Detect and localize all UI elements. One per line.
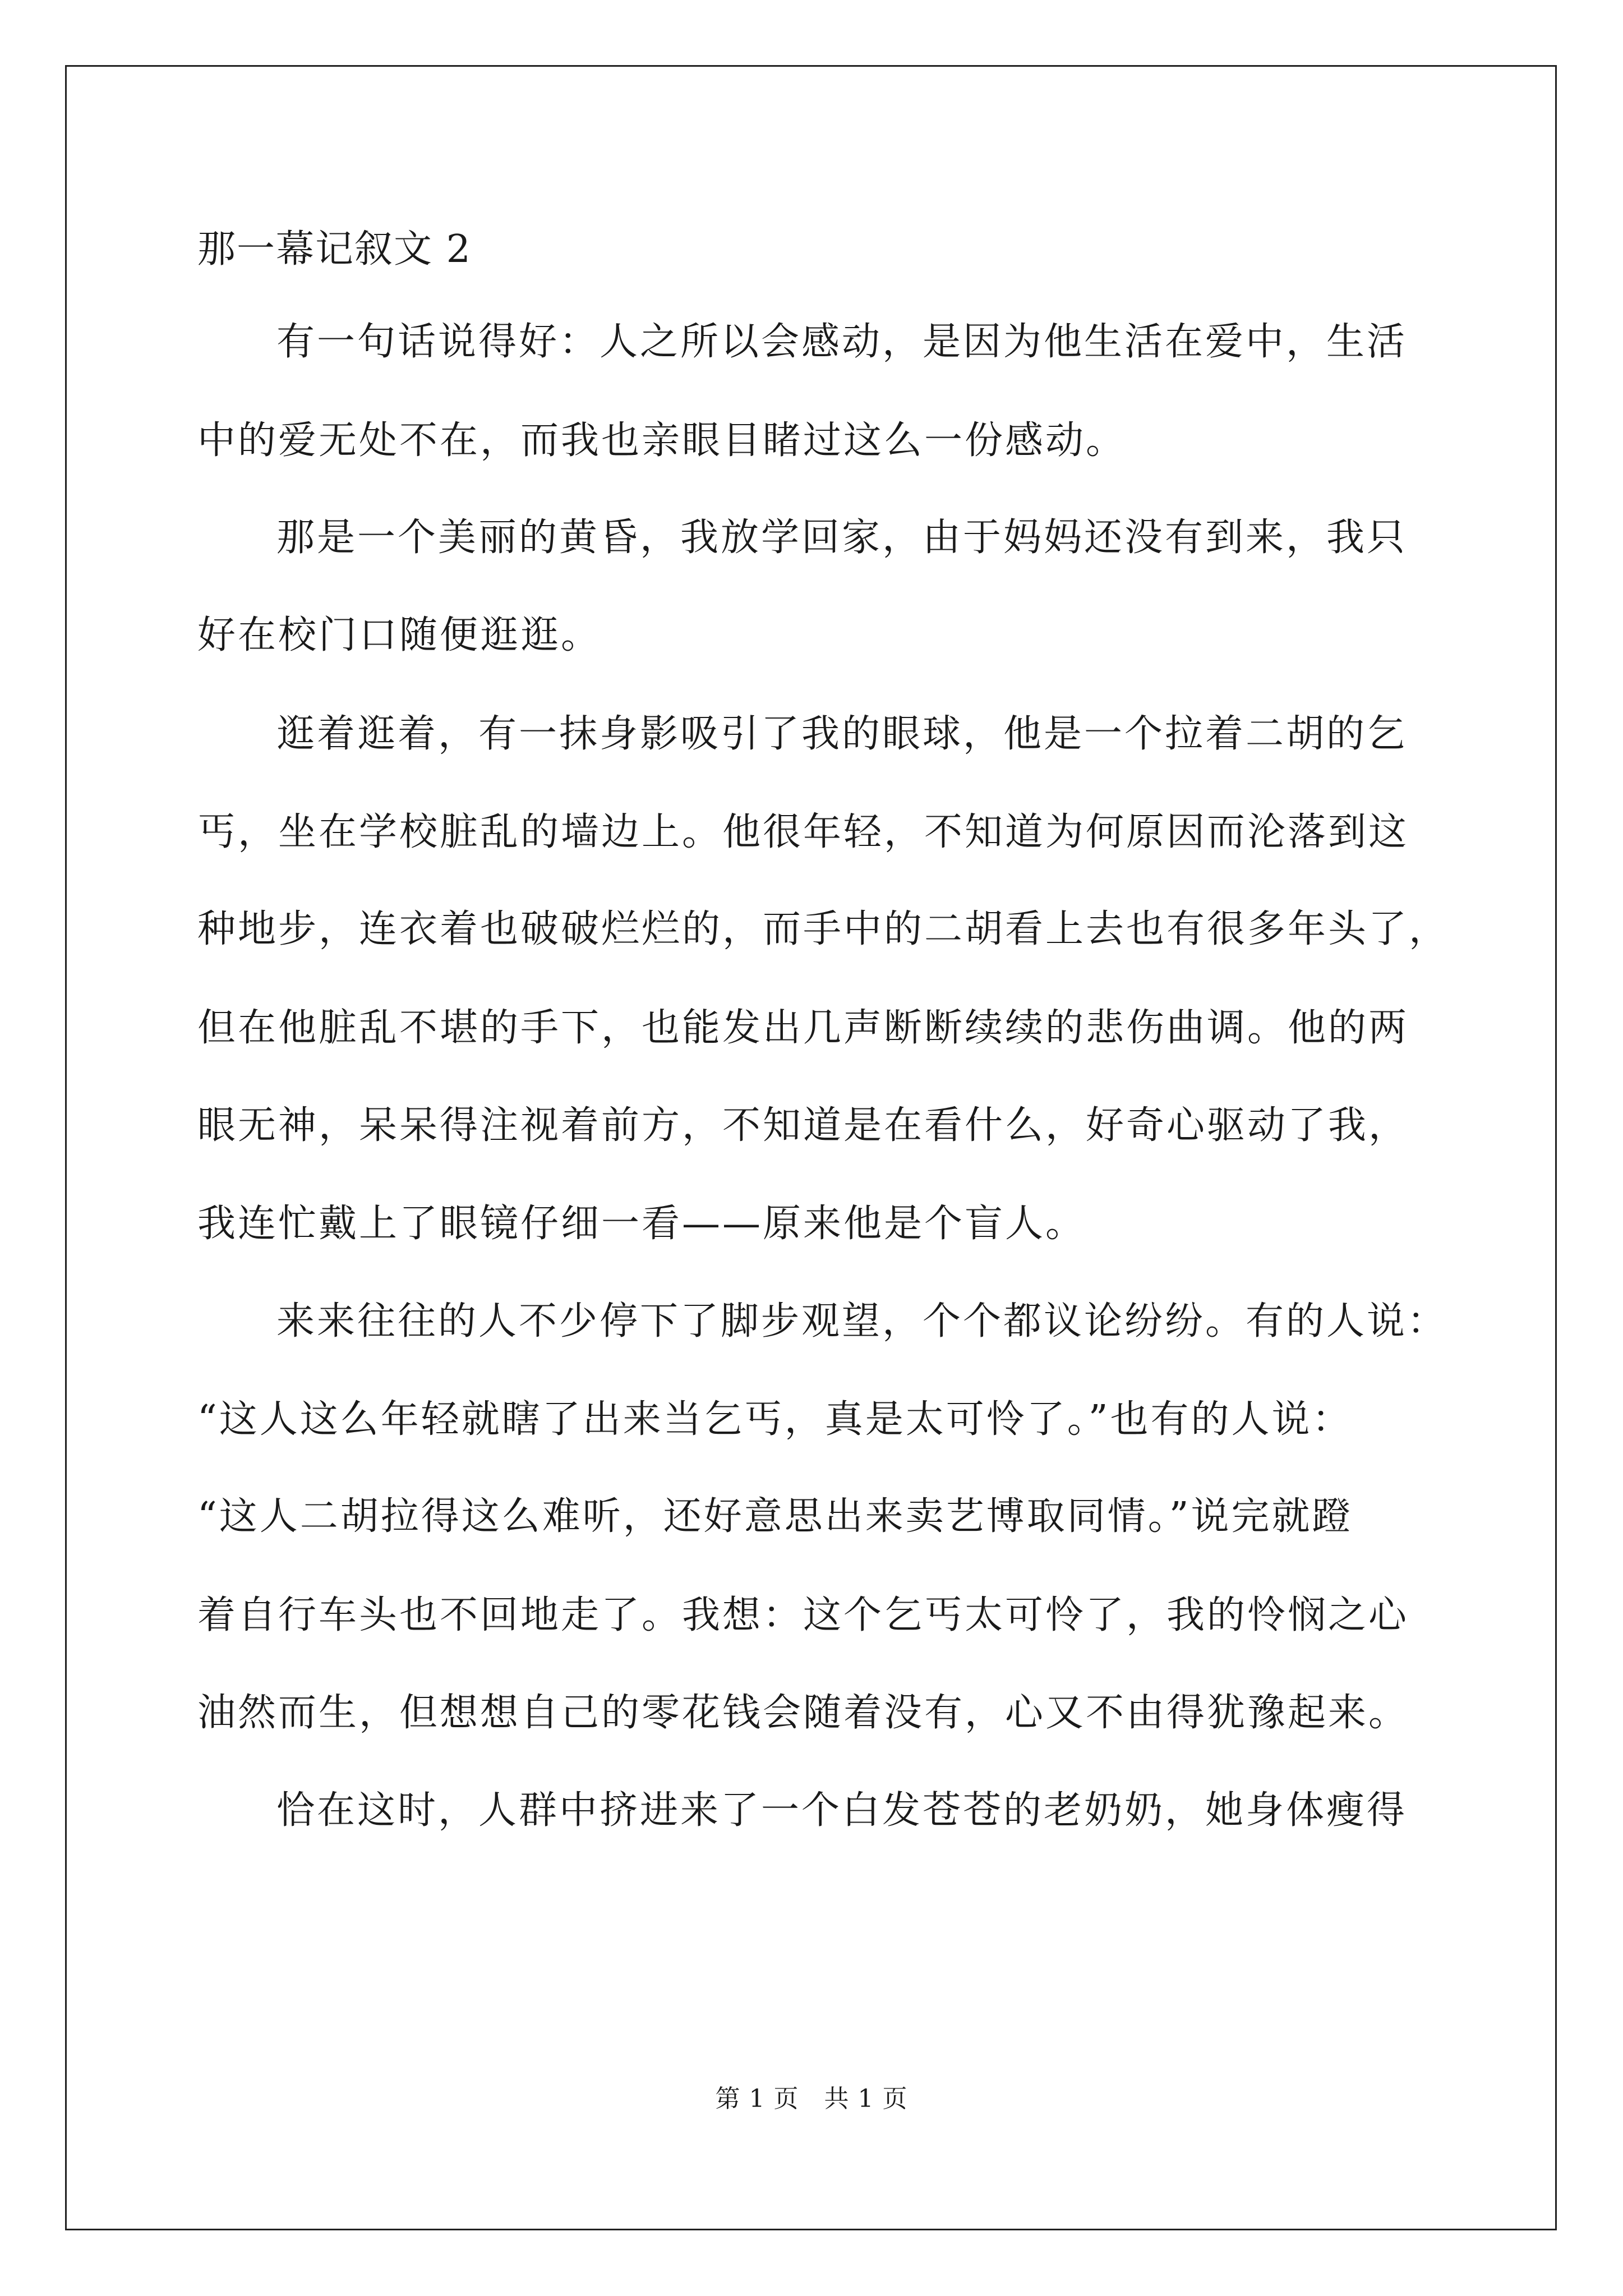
paragraph-line: 那是一个美丽的黄昏，我放学回家，由于妈妈还没有到来，我只 <box>276 516 1408 560</box>
paragraph-line: 但在他脏乱不堪的手下，也能发出几声断断续续的悲伤曲调。他的两 <box>197 1006 1409 1050</box>
paragraph-line: “这人这么年轻就瞎了出来当乞丐，真是太可怜了。”也有的人说： <box>197 1397 1353 1442</box>
paragraph-line: 种地步，连衣着也破破烂烂的，而手中的二胡看上去也有很多年头了， <box>197 907 1450 951</box>
paragraph-line: 逛着逛着，有一抹身影吸引了我的眼球，他是一个拉着二胡的乞 <box>276 712 1408 756</box>
paragraph-line: 中的爱无处不在，而我也亲眼目睹过这么一份感动。 <box>197 418 1127 463</box>
document-title: 那一幕记叙文 2 <box>197 227 472 272</box>
paragraph-line: 油然而生，但想想自己的零花钱会随着没有，心又不由得犹豫起来。 <box>197 1691 1409 1735</box>
paragraph-line: “这人二胡拉得这么难听，还好意思出来卖艺博取同情。”说完就蹬 <box>197 1494 1353 1539</box>
paragraph-line: 恰在这时，人群中挤进来了一个白发苍苍的老奶奶，她身体瘦得 <box>276 1788 1408 1833</box>
page-number-footer: 第 1 页 共 1 页 <box>715 2085 908 2113</box>
paragraph-line: 着自行车头也不回地走了。我想：这个乞丐太可怜了，我的怜悯之心 <box>197 1593 1409 1637</box>
paragraph-line: 好在校门口随便逛逛。 <box>197 613 602 657</box>
paragraph-line: 丐，坐在学校脏乱的墙边上。他很年轻，不知道为何原因而沦落到这 <box>197 810 1409 854</box>
paragraph-line: 眼无神，呆呆得注视着前方，不知道是在看什么，好奇心驱动了我， <box>197 1103 1409 1148</box>
paragraph-line: 我连忙戴上了眼镜仔细一看——原来他是个盲人。 <box>197 1202 1086 1246</box>
paragraph-line: 来来往往的人不少停下了脚步观望，个个都议论纷纷。有的人说： <box>276 1299 1448 1343</box>
paragraph-line: 有一句话说得好：人之所以会感动，是因为他生活在爱中，生活 <box>276 320 1408 364</box>
